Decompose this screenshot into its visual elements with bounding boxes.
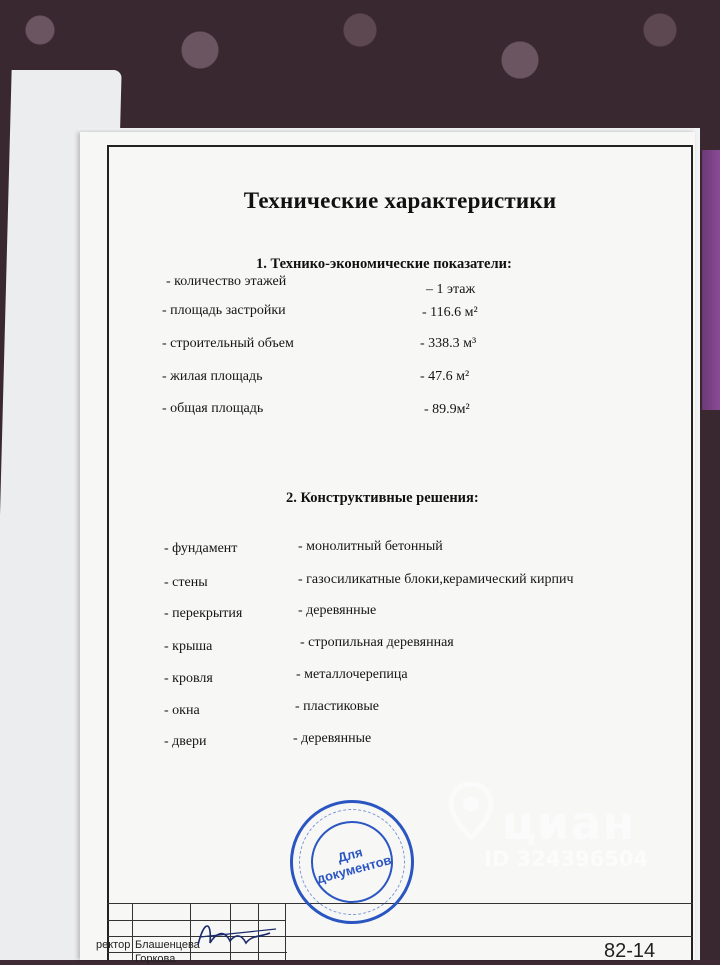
title-block-line: [107, 903, 693, 904]
section2-row-label: - кровля: [164, 671, 213, 686]
section2-row-value: - деревянные: [298, 603, 377, 618]
section2-row-value: - металлочерепица: [296, 667, 408, 682]
section2-row-value: - монолитный бетонный: [298, 539, 443, 554]
section1-row-label: - строительный объем: [162, 336, 294, 351]
title-block-line: [285, 903, 286, 960]
section2-row-value: - стропильная деревянная: [300, 635, 454, 650]
title-block-line: [132, 903, 133, 960]
section2-row-label: - двери: [164, 734, 207, 749]
map-pin-icon: [448, 782, 494, 840]
section2-title: 2. Конструктивные решения:: [286, 490, 479, 506]
section2-row-label: - стены: [164, 575, 208, 590]
stamp-text: Для документов: [315, 844, 393, 887]
section1-row-label: - количество этажей: [166, 274, 287, 289]
background-object: [702, 150, 720, 410]
title-block-name: Блашенцева: [135, 939, 200, 951]
signature: [190, 915, 280, 955]
section2-row-value: - деревянные: [293, 731, 372, 746]
section2-row-value: - газосиликатные блоки,керамический кирпич: [298, 572, 574, 587]
section1-row-value: - 47.6 м²: [420, 369, 470, 384]
section1-row-value: - 338.3 м³: [420, 336, 477, 351]
section1-row-value: - 89.9м²: [424, 402, 470, 417]
section2-row-label: - перекрытия: [164, 606, 243, 621]
section1-row-label: - жилая площадь: [162, 369, 263, 384]
section1-title: 1. Технико-экономические показатели:: [256, 256, 512, 272]
section1-row-label: - общая площадь: [162, 401, 264, 416]
watermark-id: ID 324396504: [484, 847, 649, 871]
section1-row-value: - 116.6 м²: [422, 305, 478, 320]
title-block-role: ректор: [96, 939, 131, 951]
section1-row-label: - площадь застройки: [162, 303, 286, 318]
section2-row-label: - крыша: [164, 639, 213, 654]
watermark-brand: циан: [502, 796, 636, 850]
section2-row-label: - фундамент: [164, 541, 238, 556]
title-block-name: Горкова: [135, 953, 176, 965]
sheet-number: 82-14: [604, 940, 656, 962]
document-title: Технические характеристики: [243, 188, 557, 213]
section2-row-value: - пластиковые: [295, 699, 379, 714]
section2-row-label: - окна: [164, 703, 200, 718]
section1-row-value: – 1 этаж: [426, 282, 476, 297]
